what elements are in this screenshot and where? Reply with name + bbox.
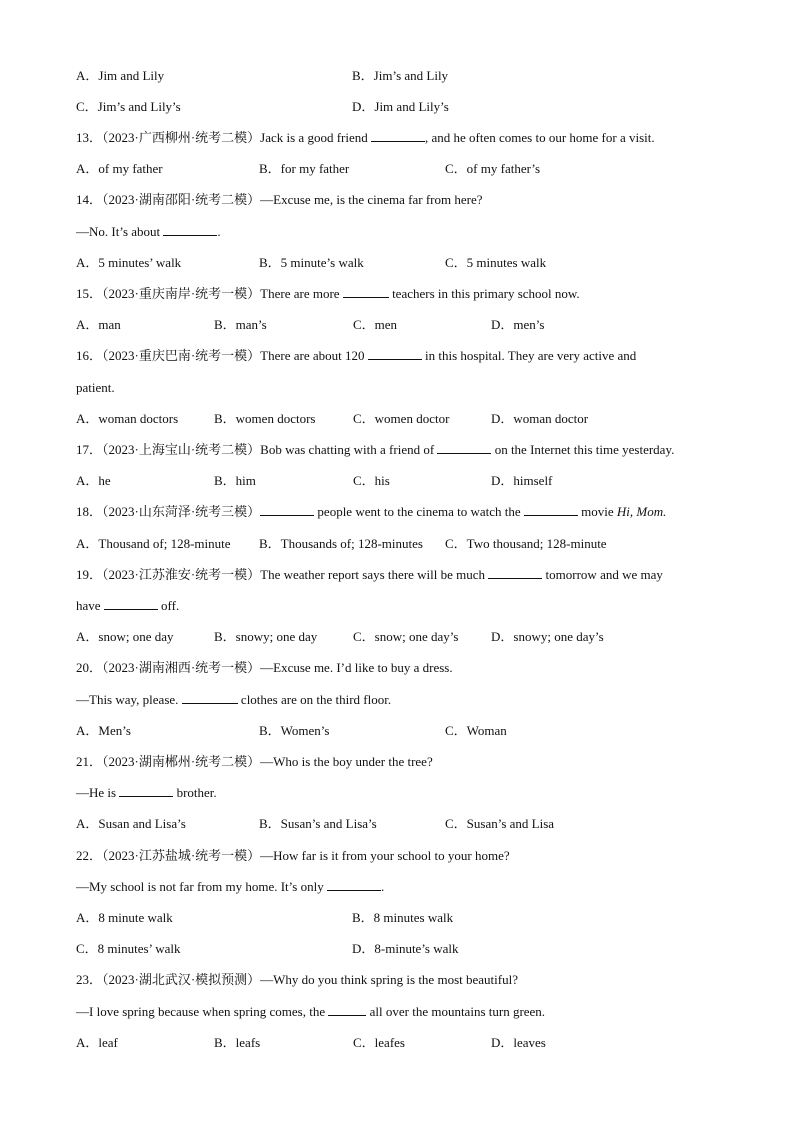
question-21-dialogue	[76, 785, 217, 801]
dialogue-text: —No. It’s about	[76, 224, 164, 239]
question-19	[76, 567, 663, 583]
question-15-stem-end: teachers in this primary school now.	[388, 286, 580, 301]
option-c: C．Susan’s and Lisa	[445, 816, 555, 831]
option-c: C．women doctor	[353, 411, 450, 426]
option-b: B．snowy; one day	[214, 629, 318, 644]
option-b: B．leafs	[214, 1035, 261, 1050]
question-17-stem-end: on the Internet this time yesterday.	[491, 442, 675, 457]
option-a: A．5 minutes’ walk	[76, 255, 182, 270]
question-17	[76, 442, 674, 458]
option-a: A．of my father	[76, 161, 163, 176]
question-21: 21．（2023·湖南郴州·统考二模）—Who is the boy under the tree?	[76, 754, 433, 769]
answer-blank	[119, 785, 173, 797]
question-18-stem: people went to the cinema to watch the	[314, 504, 524, 519]
answer-blank	[260, 504, 314, 516]
option-d: D．snowy; one day’s	[491, 629, 604, 644]
question-13-stem: 13．（2023·广西柳州·统考二模）Jack is a good friend	[76, 130, 371, 145]
answer-blank	[327, 879, 381, 891]
question-15-stem: 15．（2023·重庆南岸·统考一模）There are more	[76, 286, 343, 301]
option-b: B．women doctors	[214, 411, 316, 426]
question-16-continued: patient.	[76, 380, 115, 395]
question-16	[76, 348, 636, 364]
option-d: D．men’s	[491, 317, 545, 332]
option-a: A．8 minute walk	[76, 910, 173, 925]
question-22-dialogue	[76, 879, 384, 895]
question-15	[76, 286, 580, 302]
option-a: A．snow; one day	[76, 629, 174, 644]
option-a: A．Jim and Lily	[76, 68, 165, 83]
answer-blank	[524, 504, 578, 516]
option-c: C．snow; one day’s	[353, 629, 459, 644]
option-b: B．Thousands of; 128-minutes	[259, 536, 423, 551]
answer-blank	[437, 442, 491, 454]
question-23-dialogue	[76, 1004, 545, 1020]
question-23: 23．（2023·湖北武汉·模拟预测）—Why do you think spring is the most beautiful?	[76, 972, 518, 987]
question-13-stem-end: , and he often comes to our home for a visit.	[425, 130, 655, 145]
movie-title: Hi, Mom.	[616, 504, 667, 519]
dialogue-text: —My school is not far from my home. It’s only	[76, 879, 327, 894]
dialogue-text: —I love spring because when spring comes, the	[76, 1004, 329, 1019]
question-14: 14．（2023·湖南邵阳·统考二模）—Excuse me, is the cinema far from here?	[76, 192, 483, 207]
option-a: A．woman doctors	[76, 411, 179, 426]
option-b: B．man’s	[214, 317, 267, 332]
option-d: D．Jim and Lily’s	[352, 99, 449, 114]
answer-blank	[104, 598, 158, 610]
option-a: A．he	[76, 473, 111, 488]
option-a: A．man	[76, 317, 121, 332]
option-d: D．himself	[491, 473, 553, 488]
dialogue-text-end: brother.	[173, 785, 217, 800]
dialogue-text-end: all over the mountains turn green.	[366, 1004, 546, 1019]
question-20-dialogue	[76, 692, 391, 708]
dialogue-text: —This way, please.	[76, 692, 182, 707]
option-b: B．5 minute’s walk	[259, 255, 364, 270]
answer-blank	[182, 692, 238, 704]
option-b: B．Susan’s and Lisa’s	[259, 816, 377, 831]
option-c: C．8 minutes’ walk	[76, 941, 181, 956]
question-18-stem-end: movie	[577, 504, 617, 519]
option-c: C．men	[353, 317, 398, 332]
question-16-stem-end: in this hospital. They are very active and	[421, 348, 637, 363]
option-c: C．leafes	[353, 1035, 405, 1050]
option-a: A．leaf	[76, 1035, 118, 1050]
option-a: A．Men’s	[76, 723, 131, 738]
option-c: C．Woman	[445, 723, 507, 738]
answer-blank	[488, 567, 542, 579]
option-c: C．Two thousand; 128-minute	[445, 536, 607, 551]
question-20: 20．（2023·湖南湘西·统考一模）—Excuse me. I’d like to buy a dress.	[76, 660, 453, 675]
dialogue-text: —He is	[76, 785, 120, 800]
option-b: B．Jim’s and Lily	[352, 68, 449, 83]
question-18	[76, 504, 666, 520]
question-22: 22．（2023·江苏盐城·统考一模）—How far is it from your school to your home?	[76, 848, 510, 863]
option-b: B．8 minutes walk	[352, 910, 454, 925]
option-d: D．woman doctor	[491, 411, 589, 426]
option-b: B．Women’s	[259, 723, 330, 738]
option-a: A．Susan and Lisa’s	[76, 816, 186, 831]
option-b: B．him	[214, 473, 256, 488]
question-13	[76, 130, 655, 146]
option-b: B．for my father	[259, 161, 350, 176]
answer-blank	[328, 1004, 366, 1016]
option-c: C．Jim’s and Lily’s	[76, 99, 181, 114]
question-19-continued	[76, 598, 179, 614]
option-a: A．Thousand of; 128-minute	[76, 536, 231, 551]
question-14-dialogue	[76, 224, 221, 240]
question-19-stem: 19．（2023·江苏淮安·统考一模）The weather report says there will be much	[76, 567, 489, 582]
question-17-stem: 17．（2023·上海宝山·统考二模）Bob was chatting with a friend of	[76, 442, 438, 457]
answer-blank	[343, 286, 389, 298]
option-c: C．of my father’s	[445, 161, 541, 176]
answer-blank	[368, 348, 422, 360]
option-c: C．his	[353, 473, 390, 488]
dialogue-text-end: .	[217, 224, 221, 239]
question-19-stem-end: tomorrow and we may	[542, 567, 663, 582]
question-16-stem: 16．（2023·重庆巴南·统考一模）There are about 120	[76, 348, 368, 363]
option-d: D．8-minute’s walk	[352, 941, 459, 956]
question-19-line2: have	[76, 598, 104, 613]
dialogue-text-end: .	[380, 879, 385, 894]
option-c: C．5 minutes walk	[445, 255, 547, 270]
answer-blank	[163, 224, 217, 236]
dialogue-text-end: clothes are on the third floor.	[237, 692, 392, 707]
option-d: D．leaves	[491, 1035, 546, 1050]
question-19-line2-end: off.	[157, 598, 180, 613]
question-18-source: 18．（2023·山东菏泽·统考三模）	[76, 504, 261, 519]
answer-blank	[371, 130, 425, 142]
